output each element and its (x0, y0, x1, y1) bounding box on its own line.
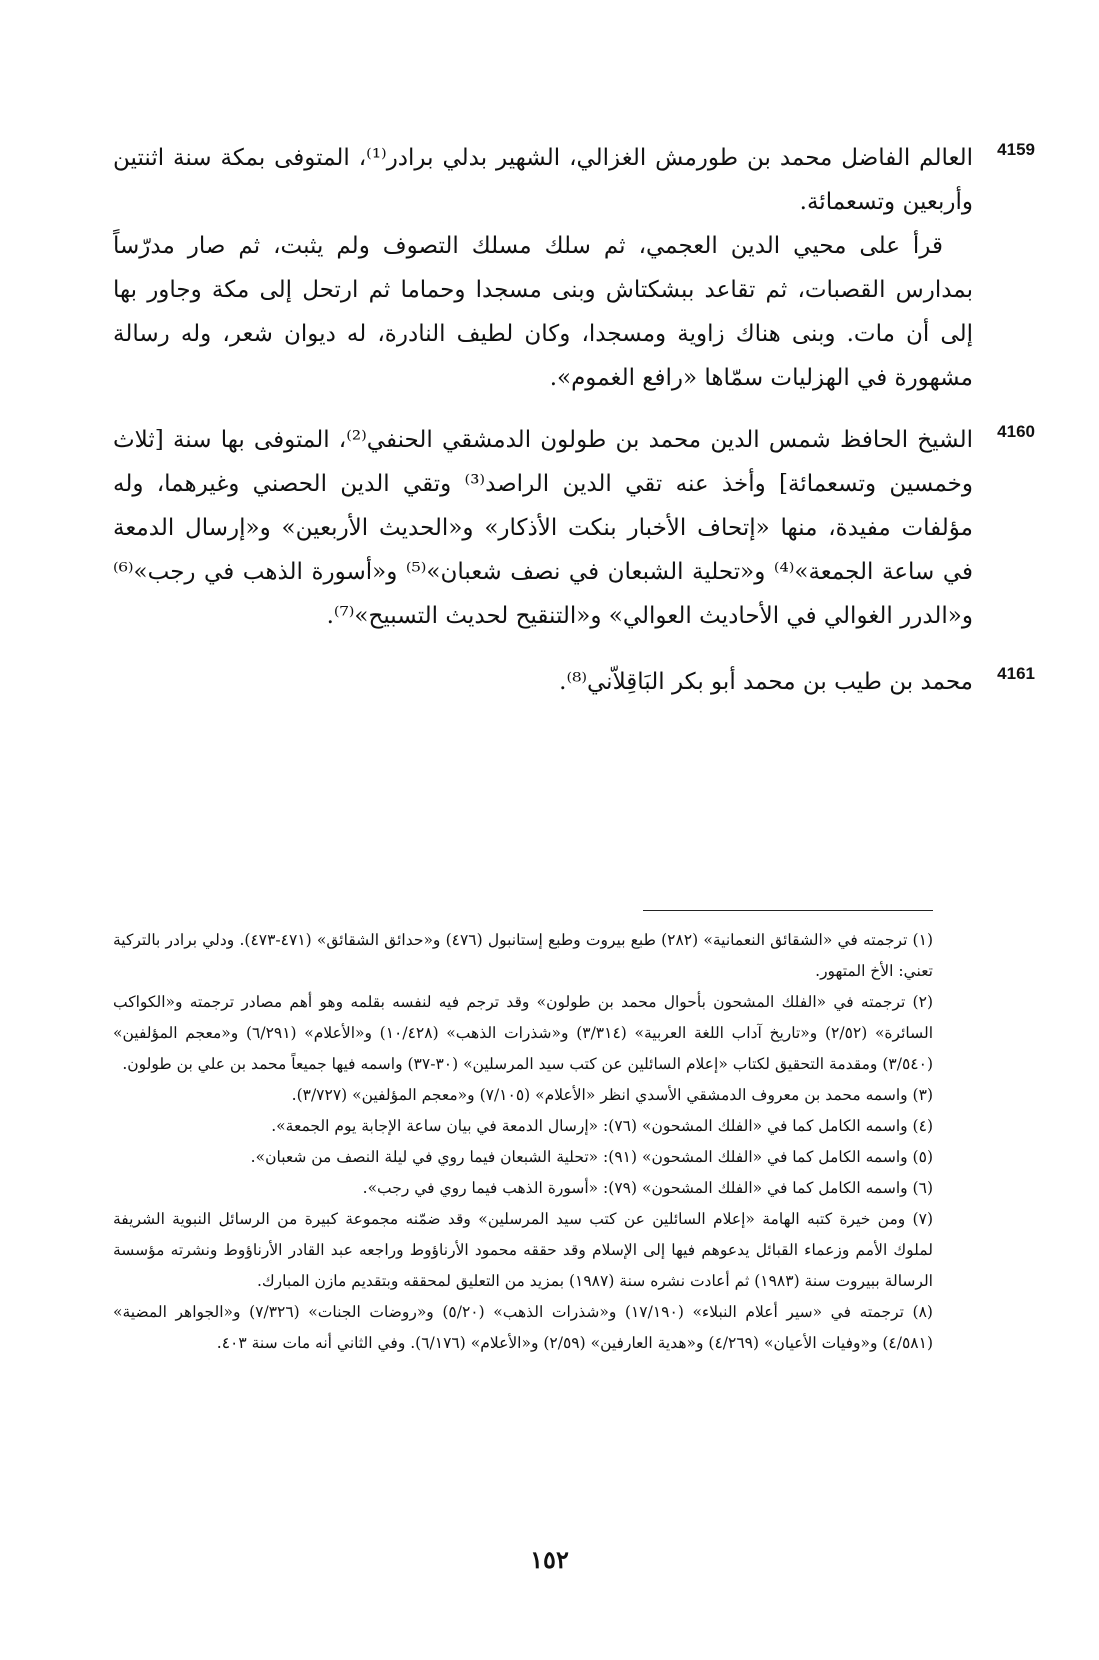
footnote-6: (٦) واسمه الكامل كما في «الفلك المشحون» (٧٩): «أسورة الذهب فيما روي في رجب». (362, 1179, 933, 1197)
entry-4161 (113, 660, 1035, 704)
footnotes (113, 925, 933, 1359)
entry-4160 (113, 418, 1035, 638)
entry-heading-text: محمد بن طيب بن محمد أبو بكر البَاقِلاّني⁽⁸⁾. (559, 669, 973, 695)
entry-heading-text: العالم الفاضل محمد بن طورمش الغزالي، الشهير بدلي برادر⁽¹⁾، المتوفى بمكة سنة اثنتين وأربعين وتسعمائة. (113, 145, 973, 215)
footnote-8: (٨) ترجمته في «سير أعلام النبلاء» (١٧/١٩٠) و«شذرات الذهب» (٥/٢٠) و«روضات الجنات» (٧/٣٢٦) و«الجواهر المضية» (٤/٥٨١) و«وفيات الأعيان» (٤/٢٦٩) و«هدية العارفين» (٢/٥٩) و«الأعلام» (٦/١٧٦). وفي الثاني أنه مات سنة ٤٠٣. (113, 1303, 933, 1352)
entry-paragraph: قرأ على محيي الدين العجمي، ثم سلك مسلك التصوف ولم يثبت، ثم صار مدرّساً بمدارس القصبات، ثم تقاعد ببشكتاش وبنى مسجدا وحماما ثم ارتحل إلى مكة وجاور بها إلى أن مات. وبنى هناك زاوية ومسجدا، وكان لطيف النادرة، له ديوان شعر، وله رسالة مشهورة في الهزليات سمّاها «رافع الغموم». (113, 233, 973, 391)
footnote-separator (643, 910, 933, 911)
footnote-3: (٣) واسمه محمد بن معروف الدمشقي الأسدي انظر «الأعلام» (٧/١٠٥) و«معجم المؤلفين» (٣/٧٢٧). (291, 1086, 933, 1104)
page-number: ١٥٢ (530, 1545, 569, 1574)
footnote-1: (١) ترجمته في «الشقائق النعمانية» (٢٨٢) طبع بيروت وطبع إستانبول (٤٧٦) و«حدائق الشقائق» (٤٧١-٤٧٣). ودلي برادر بالتركية تعني: الأخ المتهور. (113, 931, 933, 980)
entry-number: 4159 (997, 140, 1035, 159)
footnote-7: (٧) ومن خيرة كتبه الهامة «إعلام السائلين عن كتب سيد المرسلين» وقد ضمّنه مجموعة كبيرة من الرسائل النبوية الشريفة لملوك الأمم وزعماء القبائل يدعوهم فيها إلى الإسلام وقد حققه محمود الأرناؤوط وراجعه عبد القادر الأرناؤوط ونشرته مؤسسة الرسالة ببيروت سنة (١٩٨٣) ثم أعادت نشره سنة (١٩٨٧) بمزيد من التعليق لمحققه وبتقديم مازن المبارك. (113, 1210, 933, 1290)
footnote-4: (٤) واسمه الكامل كما في «الفلك المشحون» (٧٦): «إرسال الدمعة في بيان ساعة الإجابة يوم الجمعة». (271, 1117, 933, 1135)
footnote-5: (٥) واسمه الكامل كما في «الفلك المشحون» (٩١): «تحلية الشبعان فيما روي في ليلة النصف من شعبان». (250, 1148, 933, 1166)
footnote-2: (٢) ترجمته في «الفلك المشحون بأحوال محمد بن طولون» وقد ترجم فيه لنفسه بقلمه وهو أهم مصادر ترجمته و«الكواكب السائرة» (٢/٥٢) و«تاريخ آداب اللغة العربية» (٣/٣١٤) و«شذرات الذهب» (١٠/٤٢٨) و«الأعلام» (٦/٢٩١) و«معجم المؤلفين» (٣/٥٤٠) ومقدمة التحقيق لكتاب «إعلام السائلين عن كتب سيد المرسلين» (٣٠-٣٧) واسمه فيها جميعاً محمد بن علي بن طولون. (113, 993, 934, 1073)
entry-number: 4160 (997, 422, 1035, 441)
entry-heading-text: الشيخ الحافظ شمس الدين محمد بن طولون الدمشقي الحنفي⁽²⁾، المتوفى بها سنة [ثلاث وخمسين وتسعمائة] وأخذ عنه تقي الدين الراصد⁽³⁾ وتقي الدين الحصني وغيرهما، وله مؤلفات مفيدة، منها «إتحاف الأخبار بنكت الأذكار» و«الحديث الأربعين» و«إرسال الدمعة في ساعة الجمعة»⁽⁴⁾ و«تحلية الشبعان في نصف شعبان»⁽⁵⁾ و«أسورة الذهب في رجب»⁽⁶⁾ و«الدرر الغوالي في الأحاديث العوالي» و«التنقيح لحديث التسبيح»⁽⁷⁾. (113, 427, 973, 629)
entry-4159 (113, 136, 1035, 400)
entry-number: 4161 (997, 664, 1035, 683)
